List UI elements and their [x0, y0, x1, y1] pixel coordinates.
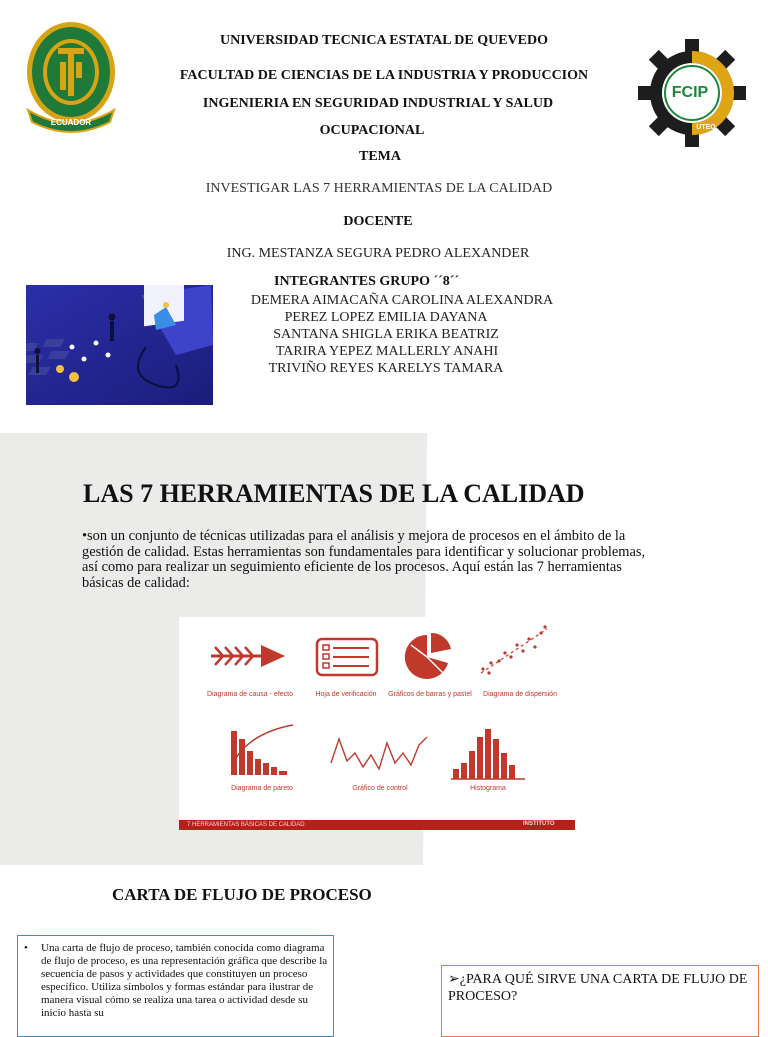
histogram-icon	[451, 727, 527, 781]
member-1: DEMERA AIMACAÑA CAROLINA ALEXANDRA	[250, 293, 554, 308]
docente-value: ING. MESTANZA SEGURA PEDRO ALEXANDER	[226, 246, 530, 261]
svg-text:FCIP: FCIP	[671, 84, 709, 101]
svg-text:ECUADOR: ECUADOR	[50, 118, 92, 127]
checklist-icon	[315, 637, 379, 677]
question-text: ➢¿PARA QUÉ SIRVE UNA CARTA DE FLUJO DE PROCESO?	[448, 972, 748, 1004]
quality-tools-panel	[179, 617, 575, 830]
member-2: PEREZ LOPEZ EMILIA DAYANA	[284, 310, 488, 325]
section1-title: LAS 7 HERRAMIENTAS DE LA CALIDAD	[83, 479, 585, 508]
definition-box	[17, 935, 334, 1037]
tema-label: TEMA	[359, 149, 401, 164]
scatter-icon	[477, 623, 549, 679]
member-3: SANTANA SHIGLA ERIKA BEATRIZ	[273, 327, 499, 342]
tools-footer-right: INSTITUTO	[523, 821, 555, 827]
faculty-name: FACULTAD DE CIENCIAS DE LA INDUSTRIA Y PRODUCCION	[179, 68, 589, 83]
tool-label-fishbone: Diagrama de causa - efecto	[207, 691, 293, 698]
university-name: UNIVERSIDAD TECNICA ESTATAL DE QUEVEDO	[219, 33, 549, 48]
tool-label-pareto: Diagrama de pareto	[231, 785, 293, 792]
career-line-1: INGENIERIA EN SEGURIDAD INDUSTRIAL Y SALUD	[202, 96, 554, 111]
career-line-2: OCUPACIONAL	[319, 123, 425, 138]
member-4: TARIRA YEPEZ MALLERLY ANAHI	[275, 344, 499, 359]
tools-footer-bar	[179, 820, 575, 830]
svg-text:UTEQ: UTEQ	[696, 124, 716, 131]
pie-chart-icon	[403, 633, 455, 681]
section1-body: •son un conjunto de técnicas utilizadas para el análisis y mejora de procesos en el ámbito de la gestión de calidad. Estas herramientas son fundamentales para identificar y solucionar problemas, así como para realizar un seguimiento eficiente de los procesos. Aquí están las 7 herramientas básicas de calidad:	[82, 528, 646, 591]
docente-label: DOCENTE	[343, 214, 413, 229]
definition-text: Una carta de flujo de proceso, también conocida como diagrama de flujo de proceso, es una representación gráfica que describe la secuencia de pasos y actividades que constituyen un proceso específico. Utiliza símbolos y formas estándar para ilustrar de manera visual cómo se realiza una tarea o actividad desde su inicio hasta su	[41, 942, 328, 1019]
tema-value: INVESTIGAR LAS 7 HERRAMIENTAS DE LA CALIDAD	[205, 181, 553, 196]
pareto-icon	[229, 723, 297, 777]
question-box	[441, 965, 759, 1037]
member-5: TRIVIÑO REYES KARELYS TAMARA	[268, 361, 504, 376]
teamwork-illustration	[26, 285, 213, 405]
tool-label-scatter: Diagrama de dispersión	[483, 691, 557, 698]
tool-label-control: Gráfico de control	[352, 785, 408, 792]
tools-footer-left: 7 HERRAMIENTAS BÁSICAS DE CALIDAD	[187, 822, 305, 828]
group-label: INTEGRANTES GRUPO ´´8´´	[274, 274, 460, 289]
tool-label-checklist: Hoja de verificación	[315, 691, 377, 698]
section2-title: CARTA DE FLUJO DE PROCESO	[112, 885, 372, 904]
fishbone-icon	[209, 641, 287, 671]
tool-label-histogram: Histograma	[470, 785, 506, 792]
tool-label-pie: Gráficos de barras y pastel	[388, 691, 472, 698]
control-chart-icon	[329, 733, 429, 773]
bullet-icon: •	[24, 942, 28, 954]
